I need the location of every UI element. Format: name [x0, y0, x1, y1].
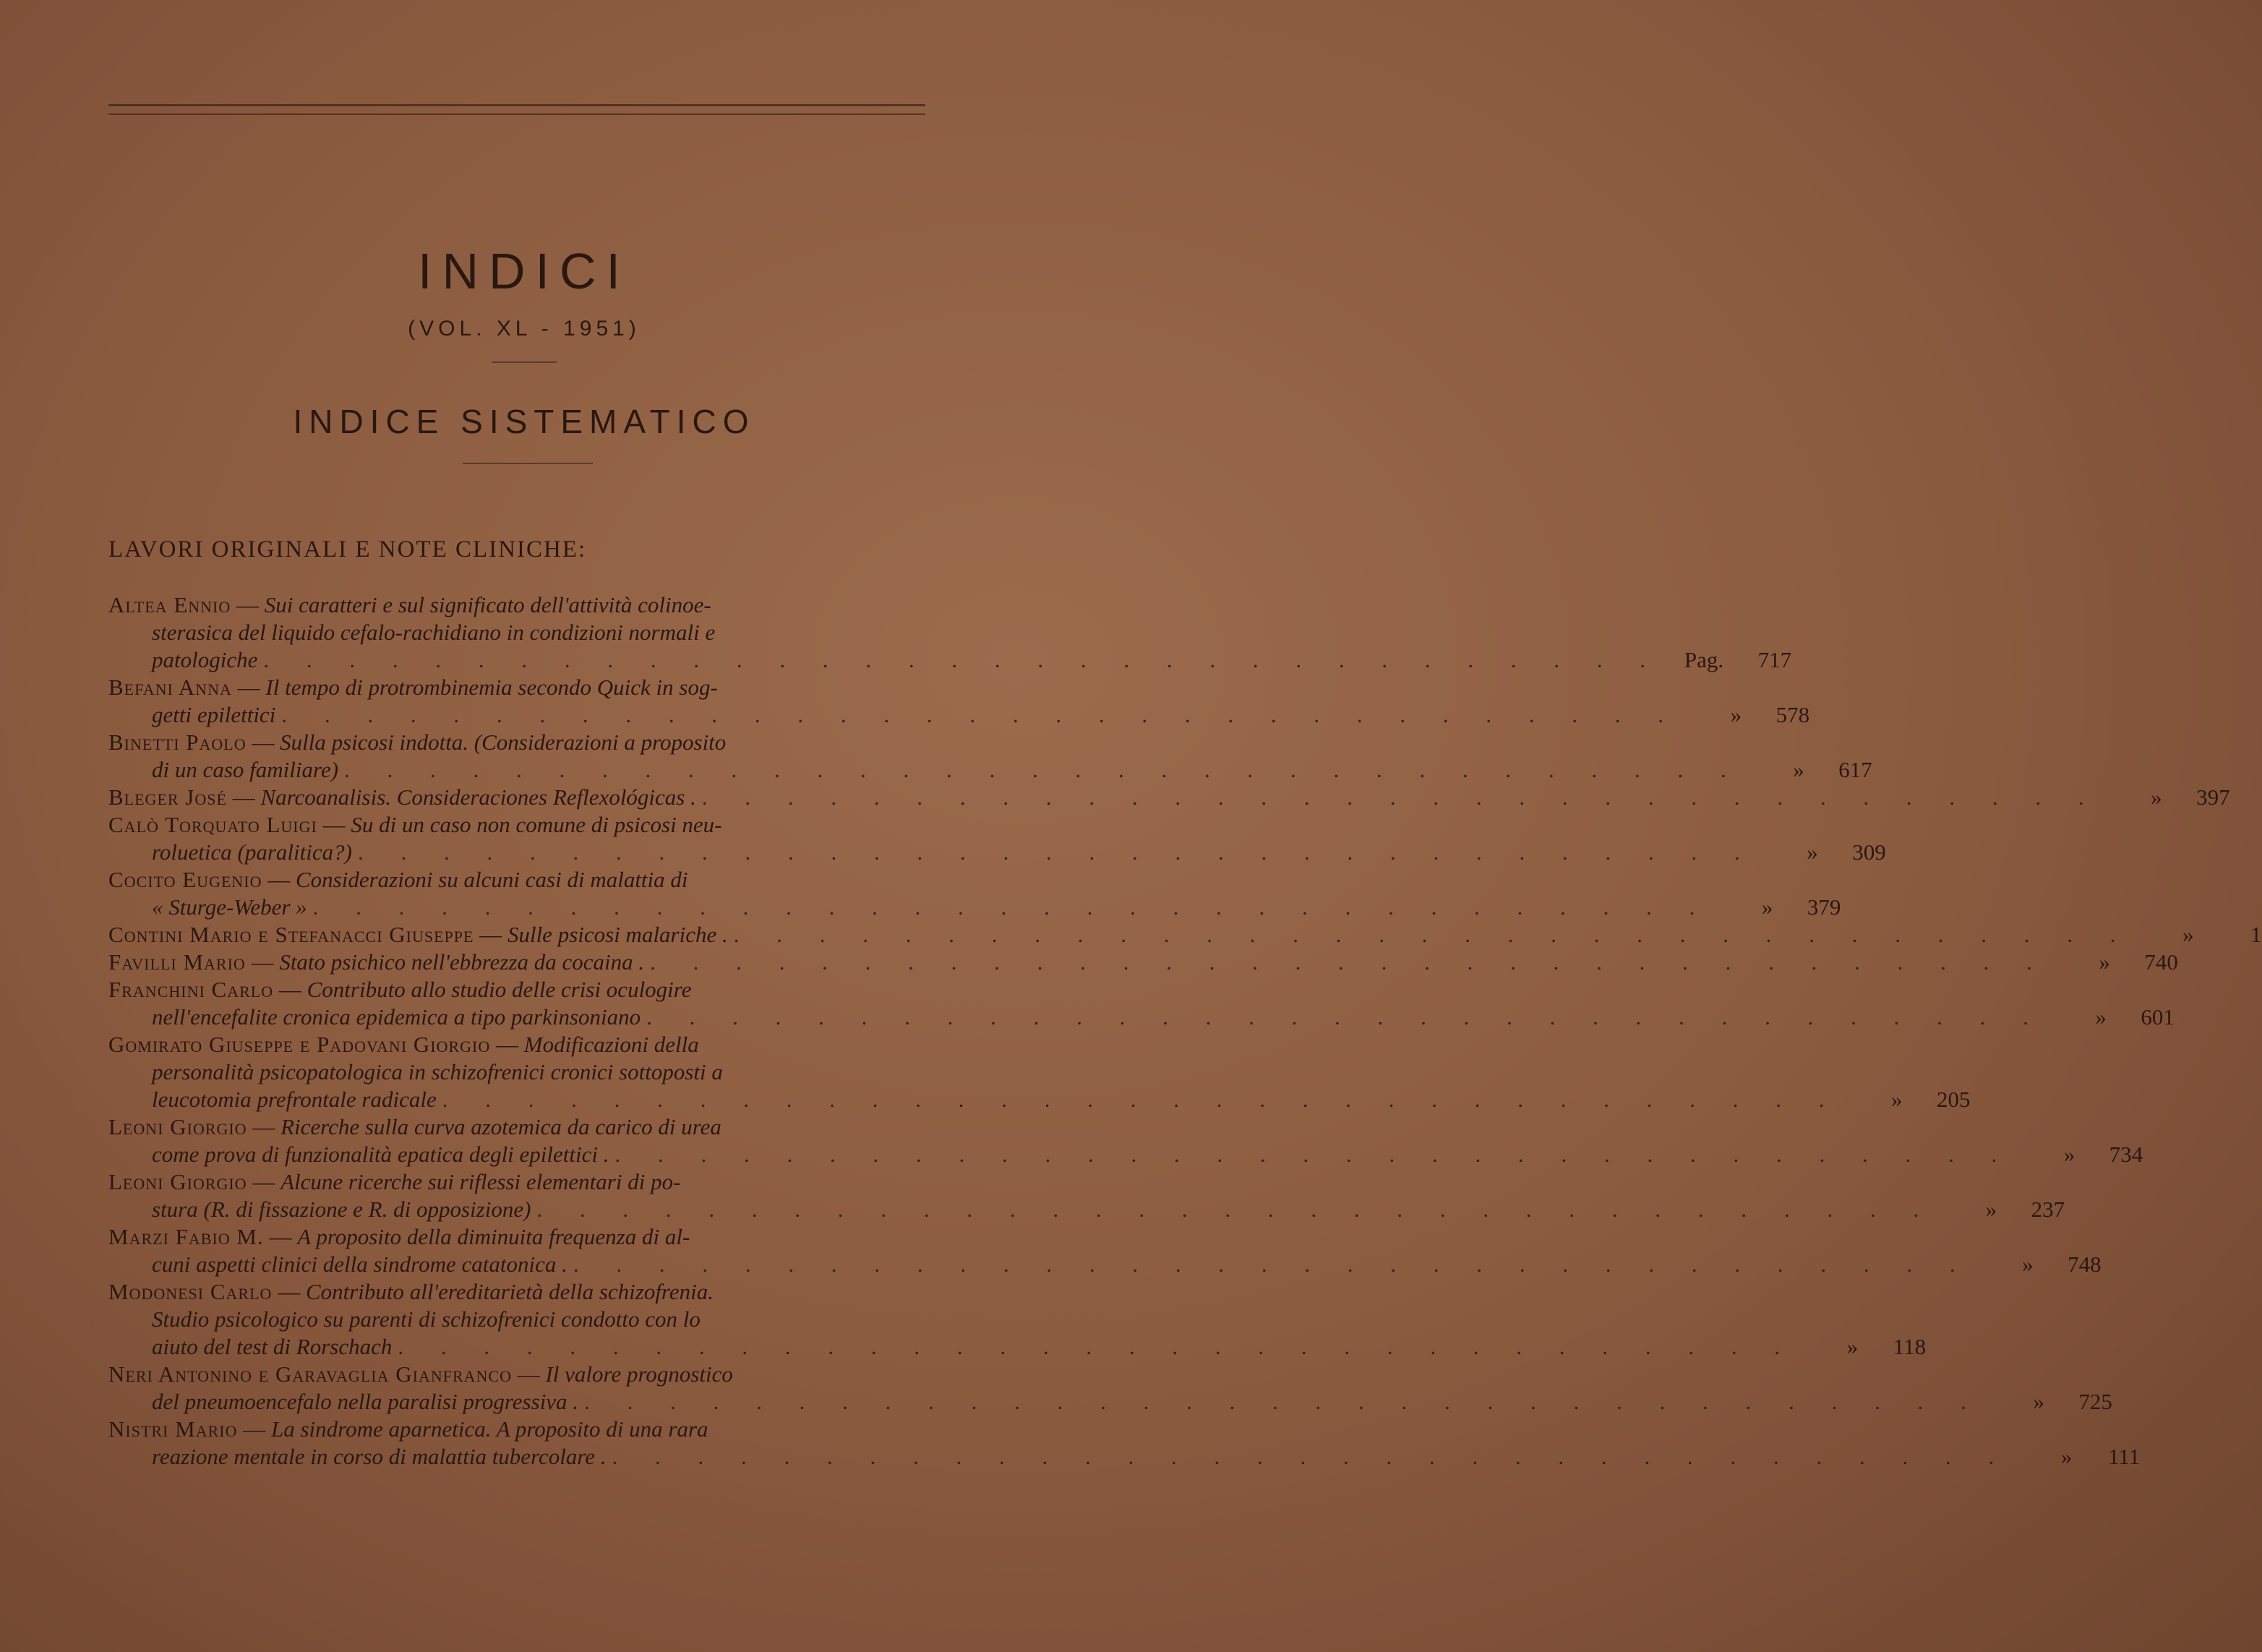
entry-line [108, 729, 954, 756]
index-entry [108, 1416, 2141, 1471]
entry-author: Modonesi Carlo [108, 1279, 273, 1304]
entry-author: Franchini Carlo [108, 977, 274, 1002]
entry-line [108, 1416, 954, 1443]
entry-title: Stato psichico nell'ebbrezza da cocaina . [279, 949, 645, 975]
entry-line [108, 1003, 2175, 1031]
page-number: 717 [1757, 647, 1792, 672]
leader-dots: . . . . . . . . . . . . . . . . . . . . . . . . . . . . . . . . . [398, 1334, 1796, 1359]
entry-line [108, 591, 954, 619]
page-ref-marker: » [1793, 757, 1804, 782]
entry-line [108, 1113, 954, 1141]
entry-title: stura (R. di fissazione e R. di opposizione) [152, 1197, 531, 1222]
page-ref-marker: » [1985, 1197, 1997, 1222]
entry-author: Nistri Mario [108, 1416, 238, 1442]
entry-author: Neri Antonino e Garavaglia Gianfranco [108, 1361, 512, 1387]
entry-title: aiuto del test di Rorschach [152, 1334, 393, 1359]
entry-separator: — [226, 784, 261, 810]
index-entry [108, 1223, 2102, 1278]
entry-line [108, 976, 954, 1003]
leader-dots: . . . . . . . . . . . . . . . . . . . . . . . . . . . . . . . . . [312, 894, 1711, 920]
entry-title: Studio psicologico su parenti di schizofrenici condotto con lo [152, 1306, 701, 1332]
entry-separator: — [262, 867, 296, 892]
entry-title: Contributo all'ereditarietà della schizofrenia. [305, 1279, 714, 1304]
entry-title: sterasica del liquido cefalo-rachidiano in condizioni normali e [152, 620, 716, 645]
entry-title: patologiche [152, 647, 258, 672]
entry-line [108, 811, 954, 839]
entry-text [152, 1306, 701, 1333]
entry-line [108, 866, 954, 894]
entry-text [152, 1388, 578, 1416]
entry-separator: — [490, 1032, 524, 1057]
entry-line [108, 1031, 954, 1058]
entry-line [108, 949, 2178, 976]
section-title: INDICE SISTEMATICO [293, 403, 755, 440]
page-ref-marker: » [2022, 1251, 2034, 1277]
entry-text [108, 921, 728, 949]
entry-text [108, 591, 711, 619]
page-ref-marker: » [2033, 1389, 2044, 1414]
entry-text [108, 1168, 680, 1196]
leader-dots: . . . . . . . . . . . . . . . . . . . . . . . . . . . . . . . . . [357, 839, 1756, 865]
entry-title: La sindrome aparnetica. A proposito di una rara [270, 1416, 708, 1442]
entry-line [108, 1278, 954, 1306]
entry-author: Gomirato Giuseppe e Padovani Giorgio [108, 1032, 491, 1057]
entry-author: Cocito Eugenio [108, 867, 262, 892]
entry-title: Considerazioni su alcuni casi di malattia di [296, 867, 688, 892]
page-ref-marker: » [1807, 839, 1818, 865]
entry-text [108, 729, 726, 756]
entry-line [108, 1443, 2141, 1471]
page-ref-marker: » [1846, 1334, 1859, 1359]
leader-dots: . . . . . . . . . . . . . . . . . . . . . . . . . . . . . . . . . [442, 1087, 1841, 1112]
page-number: 379 [1807, 894, 1841, 920]
section-divider [463, 463, 593, 464]
leader-dots: . . . . . . . . . . . . . . . . . . . . . . . . . . . . . . . . . [573, 1251, 1971, 1277]
entry-separator: — [272, 1279, 306, 1304]
index-entry [108, 674, 1810, 729]
index-entry [108, 1031, 1971, 1113]
index-entry [108, 949, 2178, 976]
entry-author: Favilli Mario [108, 949, 246, 975]
entry-title: di un caso familiare) [152, 757, 339, 782]
page-number: 205 [1937, 1087, 1971, 1112]
leader-dots: . . . . . . . . . . . . . . . . . . . . . . . . . . . . . . . . . [344, 757, 1742, 782]
entry-author: Marzi Fabio M. [108, 1224, 264, 1249]
entry-title: nell'encefalite cronica epidemica a tipo parkinsoniano [152, 1004, 641, 1030]
entry-title: getti epilettici [152, 702, 276, 727]
entry-text [152, 646, 257, 674]
entry-line [108, 1058, 954, 1086]
entry-title: come prova di funzionalità epatica degli epilettici . [152, 1142, 609, 1167]
entry-text [152, 1003, 641, 1031]
entry-text [152, 1443, 607, 1471]
entry-line [108, 756, 1872, 784]
entry-line [108, 1196, 2065, 1223]
entry-title: Ricerche sulla curva azotemica da carico di urea [280, 1114, 721, 1139]
index-entry [108, 1278, 1927, 1361]
entry-line [108, 674, 954, 701]
entry-title: Su di un caso non comune di psicosi neu- [351, 812, 722, 837]
entry-title: personalità psicopatologica in schizofrenici cronici sottoposti a [152, 1059, 723, 1084]
entry-title: cuni aspetti clinici della sindrome catatonica . [152, 1251, 567, 1277]
page-number: 578 [1775, 702, 1810, 727]
page-number: 601 [2141, 1004, 2175, 1030]
page-number: 118 [1893, 1334, 1927, 1359]
page-number: 397 [2196, 784, 2230, 810]
entry-title: Il tempo di protrombinemia secondo Quick in sog- [265, 675, 718, 700]
index-entries [108, 591, 2262, 1471]
page-title: INDICI [418, 243, 630, 299]
entry-text [152, 1058, 723, 1086]
entry-title: roluetica (paralitica?) [152, 839, 352, 865]
leader-dots: . . . . . . . . . . . . . . . . . . . . . . . . . . . . . . . . . [281, 702, 1680, 727]
entry-text [108, 674, 718, 701]
page-number: 617 [1838, 757, 1872, 782]
entry-text [152, 701, 275, 729]
leader-dots: . . . . . . . . . . . . . . . . . . . . . . . . . . . . . . . . . [612, 1444, 2010, 1469]
entry-line [108, 921, 2262, 949]
entry-text [108, 784, 696, 811]
entry-separator: — [273, 977, 307, 1002]
entry-title: Il valore prognostico [545, 1361, 733, 1387]
index-entry [108, 1113, 2143, 1168]
entry-line [108, 839, 1886, 866]
leader-dots: . . . . . . . . . . . . . . . . . . . . . . . . . . . . . . . . . [733, 922, 2132, 947]
entry-author: Contini Mario e Stefanacci Giuseppe [108, 922, 474, 947]
entry-author: Leoni Giorgio [108, 1114, 247, 1139]
page-ref-marker: » [1761, 894, 1773, 920]
entry-line [108, 1388, 2112, 1416]
page-number: 309 [1852, 839, 1886, 865]
entry-line [108, 1223, 954, 1251]
entry-text [108, 811, 722, 839]
page-ref-marker: » [2095, 1004, 2107, 1030]
entry-line [108, 1306, 954, 1333]
entry-separator: — [474, 922, 507, 947]
index-entry [108, 811, 1886, 866]
index-entry [108, 591, 1792, 674]
entry-line [108, 1251, 2102, 1278]
entry-separator: — [247, 1114, 281, 1139]
page-ref-marker: » [2151, 784, 2162, 810]
page-ref-marker: » [2060, 1444, 2073, 1469]
index-entry [108, 1168, 2065, 1223]
entry-title: reazione mentale in corso di malattia tubercolare . [152, 1444, 607, 1469]
leader-dots: . . . . . . . . . . . . . . . . . . . . . . . . . . . . . . . . . [701, 784, 2100, 810]
entry-text [108, 1361, 733, 1388]
category-heading: LAVORI ORIGINALI E NOTE CLINICHE: [108, 536, 587, 562]
entry-separator: — [245, 949, 280, 975]
entry-text [108, 1031, 699, 1058]
entry-title: del pneumoencefalo nella paralisi progressiva . [152, 1389, 579, 1414]
leader-dots: . . . . . . . . . . . . . . . . . . . . . . . . . . . . . . . . . [263, 647, 1662, 672]
page-number: 740 [2144, 949, 2178, 975]
page-number: 725 [2078, 1389, 2112, 1414]
entry-title: leucotomia prefrontale radicale [152, 1087, 437, 1112]
entry-title: « Sturge-Weber » [152, 894, 307, 920]
page-ref-marker: Pag. [1684, 647, 1724, 672]
page-number: 748 [2068, 1251, 2102, 1277]
entry-title: Modificazioni della [523, 1032, 699, 1057]
entry-separator: — [263, 1224, 298, 1249]
entry-title: A proposito della diminuita frequenza di al- [297, 1224, 690, 1249]
entry-separator: — [237, 1416, 271, 1442]
top-double-rule [108, 104, 925, 115]
entry-text [152, 1251, 567, 1278]
index-entry [108, 729, 1872, 784]
entry-text [108, 866, 688, 894]
page-ref-marker: » [1891, 1087, 1903, 1112]
entry-line [108, 894, 1841, 921]
leader-dots: . . . . . . . . . . . . . . . . . . . . . . . . . . . . . . . . . [614, 1142, 2013, 1167]
entry-text [152, 1141, 609, 1168]
leader-dots: . . . . . . . . . . . . . . . . . . . . . . . . . . . . . . . . . [650, 949, 2048, 975]
entry-author: Bleger José [108, 784, 227, 810]
entry-title: Sulle psicosi malariche . [507, 922, 728, 947]
index-entry [108, 866, 1841, 921]
entry-title: Sulla psicosi indotta. (Considerazioni a proposito [280, 729, 727, 755]
entry-author: Altea Ennio [108, 592, 231, 617]
page-ref-marker: » [2182, 922, 2194, 947]
entry-line [108, 1168, 954, 1196]
entry-separator: — [317, 812, 351, 837]
entry-separator: — [247, 1169, 281, 1194]
entry-line [108, 784, 2230, 811]
index-entry [108, 976, 2175, 1031]
entry-text [152, 619, 715, 646]
entry-author: Binetti Paolo [108, 729, 247, 755]
leader-dots: . . . . . . . . . . . . . . . . . . . . . . . . . . . . . . . . . [584, 1389, 1982, 1414]
entry-line [108, 1141, 2143, 1168]
volume-subtitle: (VOL. XL - 1951) [408, 317, 641, 341]
entry-text [152, 839, 352, 866]
index-entry [108, 1361, 2112, 1416]
page-ref-marker: » [2099, 949, 2110, 975]
entry-author: Befani Anna [108, 675, 232, 700]
entry-text [152, 894, 307, 921]
entry-line [108, 1333, 1927, 1361]
entry-line [108, 1361, 954, 1388]
entry-line [108, 619, 954, 646]
page-number: 237 [2031, 1197, 2065, 1222]
entry-text [152, 1196, 531, 1223]
entry-line [108, 1086, 1971, 1113]
entry-text [108, 1278, 714, 1306]
entry-line [108, 701, 1810, 729]
entry-separator: — [511, 1361, 546, 1387]
entry-text [108, 949, 644, 976]
page-ref-marker: » [2063, 1142, 2075, 1167]
entry-title: Sui caratteri e sul significato dell'attività colinoe- [264, 592, 711, 617]
entry-text [152, 1333, 392, 1361]
entry-text [108, 1223, 690, 1251]
entry-separator: — [246, 729, 280, 755]
page-number: 111 [2108, 1444, 2141, 1469]
index-entry [108, 921, 2262, 949]
entry-author: Calò Torquato Luigi [108, 812, 317, 837]
index-entry [108, 784, 2230, 811]
title-divider [492, 361, 557, 363]
entry-author: Leoni Giorgio [108, 1169, 247, 1194]
entry-text [108, 976, 691, 1003]
entry-separator: — [231, 675, 266, 700]
entry-separator: — [231, 592, 265, 617]
page-number: 1 [2250, 922, 2262, 947]
entry-text [108, 1113, 721, 1141]
entry-title: Contributo allo studio delle crisi oculogire [307, 977, 692, 1002]
entry-title: Narcoanalisis. Consideraciones Reflexológicas . [260, 784, 696, 810]
entry-title: Alcune ricerche sui riflessi elementari di po- [280, 1169, 681, 1194]
entry-text [152, 756, 338, 784]
page-number: 734 [2109, 1142, 2143, 1167]
entry-text [108, 1416, 708, 1443]
page-ref-marker: » [1730, 702, 1742, 727]
entry-text [152, 1086, 437, 1113]
entry-line [108, 646, 1792, 674]
leader-dots: . . . . . . . . . . . . . . . . . . . . . . . . . . . . . . . . . [646, 1004, 2044, 1030]
leader-dots: . . . . . . . . . . . . . . . . . . . . . . . . . . . . . . . . . [536, 1197, 1935, 1222]
